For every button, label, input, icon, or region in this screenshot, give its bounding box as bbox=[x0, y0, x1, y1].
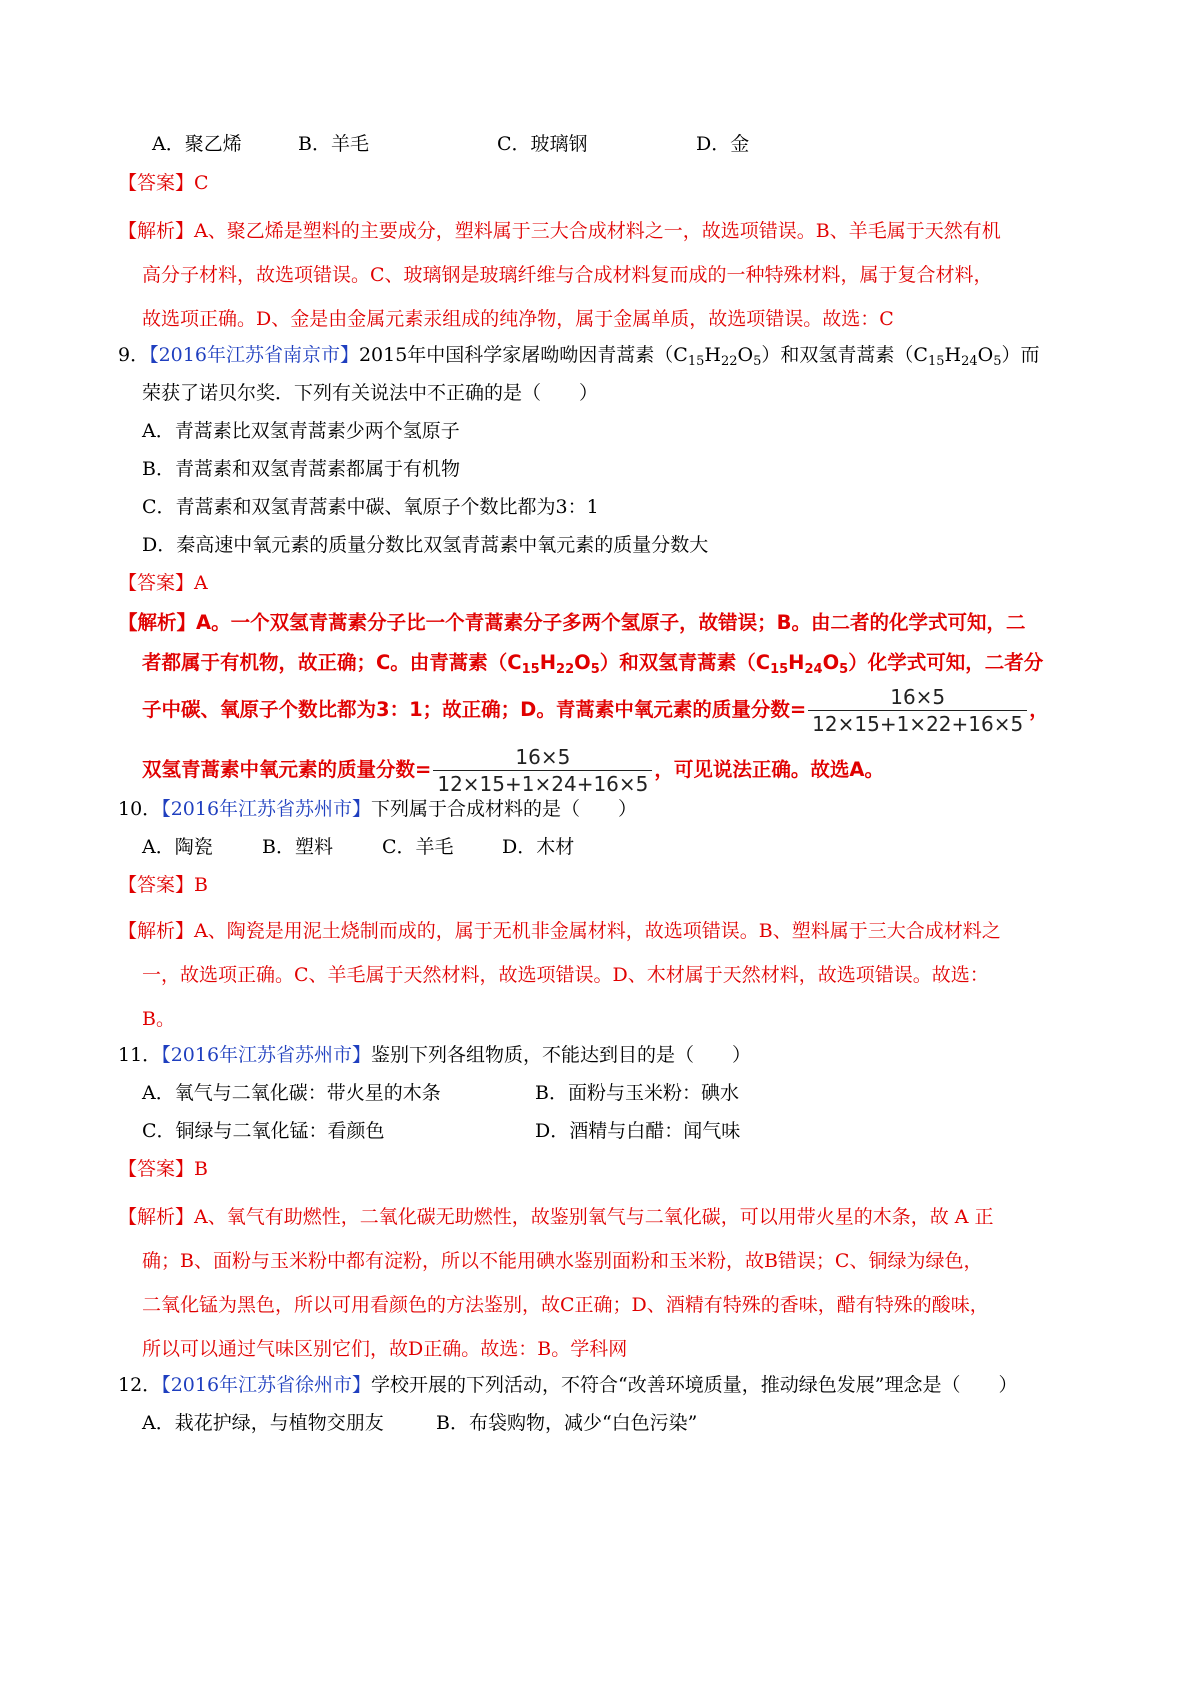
q10-option-d: D．木材 bbox=[502, 836, 575, 858]
analysis-text: A、聚乙烯是塑料的主要成分，塑料属于三大合成材料之一，故选项错误。B、羊毛属于天然有机 bbox=[194, 220, 1001, 242]
analysis-text: 子中碳、氧原子个数比都为3：1；故正确；D。青蒿素中氧元素的质量分数= bbox=[142, 698, 807, 721]
q11-analysis-line-3: 二氧化锰为黑色，所以可用看颜色的方法鉴别，故C正确；D、酒精有特殊的香味，醋有特殊的酸味， bbox=[142, 1294, 989, 1316]
subscript: 15 bbox=[770, 662, 789, 677]
analysis-text: ， bbox=[1029, 698, 1049, 721]
q9-analysis-line-3 bbox=[142, 682, 1049, 738]
subscript: 24 bbox=[804, 662, 823, 677]
analysis-text: H bbox=[539, 651, 557, 674]
stem-text: O bbox=[737, 344, 754, 366]
subscript: 22 bbox=[556, 662, 575, 677]
question-number: 11． bbox=[118, 1044, 162, 1066]
question-source: 【2016年江苏省苏州市】 bbox=[161, 798, 372, 820]
q10-analysis-line-3: B。 bbox=[142, 1008, 175, 1030]
q8-analysis-line-1 bbox=[118, 218, 1001, 244]
question-source: 【2016年江苏省徐州市】 bbox=[161, 1374, 372, 1396]
answer-value: A bbox=[194, 572, 208, 594]
question-source: 【2016年江苏省苏州市】 bbox=[161, 1044, 372, 1066]
analysis-tag: 【解析】 bbox=[118, 1206, 195, 1228]
q9-stem-line-1 bbox=[118, 342, 1039, 375]
q11-option-a: A．氧气与二氧化碳：带火星的木条 bbox=[142, 1082, 441, 1104]
analysis-text: ）和双氢青蒿素（C bbox=[599, 651, 771, 674]
q10-analysis-line-2: 一，故选项正确。C、羊毛属于天然材料，故选项错误。D、木材属于天然材料，故选项错误。故选： bbox=[142, 964, 989, 986]
stem-text: H bbox=[944, 344, 962, 366]
analysis-text: ）化学式可知，二者分 bbox=[848, 651, 1044, 674]
analysis-tag: 【解析】 bbox=[118, 611, 197, 634]
analysis-text: 双氢青蒿素中氧元素的质量分数= bbox=[142, 758, 432, 781]
analysis-text: O bbox=[822, 651, 840, 674]
subscript: 15 bbox=[521, 662, 540, 677]
q10-answer bbox=[118, 872, 208, 898]
question-source: 【2016年江苏省南京市】 bbox=[149, 344, 359, 366]
stem-text: 下列属于合成材料的是（ ） bbox=[371, 798, 638, 820]
q8-analysis-line-2: 高分子材料，故选项错误。C、玻璃钢是玻璃纤维与合成材料复而成的一种特殊材料，属于复合材料， bbox=[142, 264, 993, 286]
subscript: 22 bbox=[720, 354, 738, 369]
q9-analysis-line-1 bbox=[118, 610, 1025, 636]
fraction-2 bbox=[433, 744, 652, 797]
analysis-text: O bbox=[574, 651, 591, 674]
fraction-denominator: 12×15+1×24+16×5 bbox=[437, 772, 649, 796]
fraction-1 bbox=[808, 684, 1027, 737]
q12-option-a: A．栽花护绿，与植物交朋友 bbox=[142, 1412, 384, 1434]
analysis-text: A、氧气有助燃性，二氧化碳无助燃性，故鉴别氧气与二氧化碳，可以用带火星的木条，故 A 正 bbox=[194, 1206, 994, 1228]
answer-tag: 【答案】 bbox=[118, 874, 195, 896]
q9-option-d: D．秦高速中氧元素的质量分数比双氢青蒿素中氧元素的质量分数大 bbox=[142, 534, 709, 556]
subscript: 15 bbox=[927, 354, 945, 369]
answer-value: B bbox=[194, 1158, 208, 1180]
q9-analysis-line-2 bbox=[142, 650, 1043, 683]
fraction-numerator: 16×5 bbox=[808, 684, 1027, 711]
q11-analysis-line-1 bbox=[118, 1204, 994, 1230]
analysis-text: A。一个双氢青蒿素分子比一个青蒿素分子多两个氢原子，故错误；B。由二者的化学式可知，二 bbox=[196, 611, 1026, 634]
q12-stem bbox=[118, 1372, 1017, 1398]
analysis-text: A、陶瓷是用泥土烧制而成的，属于无机非金属材料，故选项错误。B、塑料属于三大合成材料之 bbox=[194, 920, 1001, 942]
q9-stem-line-2: 荣获了诺贝尔奖．下列有关说法中不正确的是（ ） bbox=[142, 382, 599, 404]
stem-text: 学校开展的下列活动，不符合“改善环境质量，推动绿色发展”理念是（ ） bbox=[371, 1374, 1018, 1396]
q10-analysis-line-1 bbox=[118, 918, 1001, 944]
answer-tag: 【答案】 bbox=[118, 172, 195, 194]
stem-text: 鉴别下列各组物质，不能达到目的是（ ） bbox=[371, 1044, 752, 1066]
stem-text: H bbox=[704, 344, 721, 366]
q11-stem bbox=[118, 1042, 751, 1068]
subscript: 24 bbox=[961, 354, 978, 369]
q8-option-c: C．玻璃钢 bbox=[497, 133, 588, 155]
answer-tag: 【答案】 bbox=[118, 1158, 195, 1180]
q10-option-b: B．塑料 bbox=[262, 836, 333, 858]
stem-text: 2015年中国科学家屠呦呦因青蒿素（C bbox=[358, 344, 688, 366]
q11-analysis-line-4: 所以可以通过气味区别它们，故D正确。故选：B。学科网 bbox=[142, 1338, 628, 1360]
answer-value: C bbox=[194, 172, 209, 194]
fraction-numerator: 16×5 bbox=[433, 744, 652, 771]
q9-option-c: C．青蒿素和双氢青蒿素中碳、氧原子个数比都为3：1 bbox=[142, 496, 599, 518]
q8-analysis-line-3: 故选项正确。D、金是由金属元素汞组成的纯净物，属于金属单质，故选项错误。故选：C bbox=[142, 308, 894, 330]
q9-option-b: B．青蒿素和双氢青蒿素都属于有机物 bbox=[142, 458, 460, 480]
question-number: 9． bbox=[118, 344, 150, 366]
subscript: 15 bbox=[687, 354, 705, 369]
q11-option-d: D．酒精与白醋：闻气味 bbox=[535, 1120, 741, 1142]
q11-option-c: C．铜绿与二氧化锰：看颜色 bbox=[142, 1120, 385, 1142]
analysis-tag: 【解析】 bbox=[118, 920, 195, 942]
q10-option-c: C．羊毛 bbox=[382, 836, 454, 858]
fraction-denominator: 12×15+1×22+16×5 bbox=[812, 712, 1024, 736]
analysis-text: 者都属于有机物，故正确；C。由青蒿素（C bbox=[142, 651, 522, 674]
q8-option-a: A．聚乙烯 bbox=[152, 133, 242, 155]
analysis-text: ，可见说法正确。故选A。 bbox=[654, 758, 884, 781]
stem-text: ）和双氢青蒿素（C bbox=[761, 344, 928, 366]
subscript: 5 bbox=[590, 662, 600, 677]
q9-answer bbox=[118, 570, 208, 596]
subscript: 5 bbox=[839, 662, 849, 677]
subscript: 5 bbox=[753, 354, 762, 369]
q8-option-d: D．金 bbox=[696, 133, 750, 155]
question-number: 10． bbox=[118, 798, 162, 820]
q12-option-b: B．布袋购物，减少“白色污染” bbox=[436, 1412, 698, 1434]
q9-option-a: A．青蒿素比双氢青蒿素少两个氢原子 bbox=[142, 420, 460, 442]
stem-text: ）而 bbox=[1001, 344, 1040, 366]
question-number: 12． bbox=[118, 1374, 162, 1396]
q10-option-a: A．陶瓷 bbox=[142, 836, 213, 858]
q9-analysis-line-4 bbox=[142, 742, 884, 798]
answer-value: B bbox=[194, 874, 208, 896]
q11-answer bbox=[118, 1156, 208, 1182]
q8-answer bbox=[118, 170, 209, 196]
q11-option-b: B．面粉与玉米粉：碘水 bbox=[535, 1082, 739, 1104]
analysis-text: H bbox=[788, 651, 805, 674]
stem-text: O bbox=[977, 344, 994, 366]
answer-tag: 【答案】 bbox=[118, 572, 195, 594]
subscript: 5 bbox=[993, 354, 1002, 369]
q11-analysis-line-2: 确；B、面粉与玉米粉中都有淀粉，所以不能用碘水鉴别面粉和玉米粉，故B错误；C、铜绿为绿色， bbox=[142, 1250, 983, 1272]
analysis-tag: 【解析】 bbox=[118, 220, 195, 242]
q10-stem bbox=[118, 796, 637, 822]
q8-option-b: B．羊毛 bbox=[298, 133, 369, 155]
